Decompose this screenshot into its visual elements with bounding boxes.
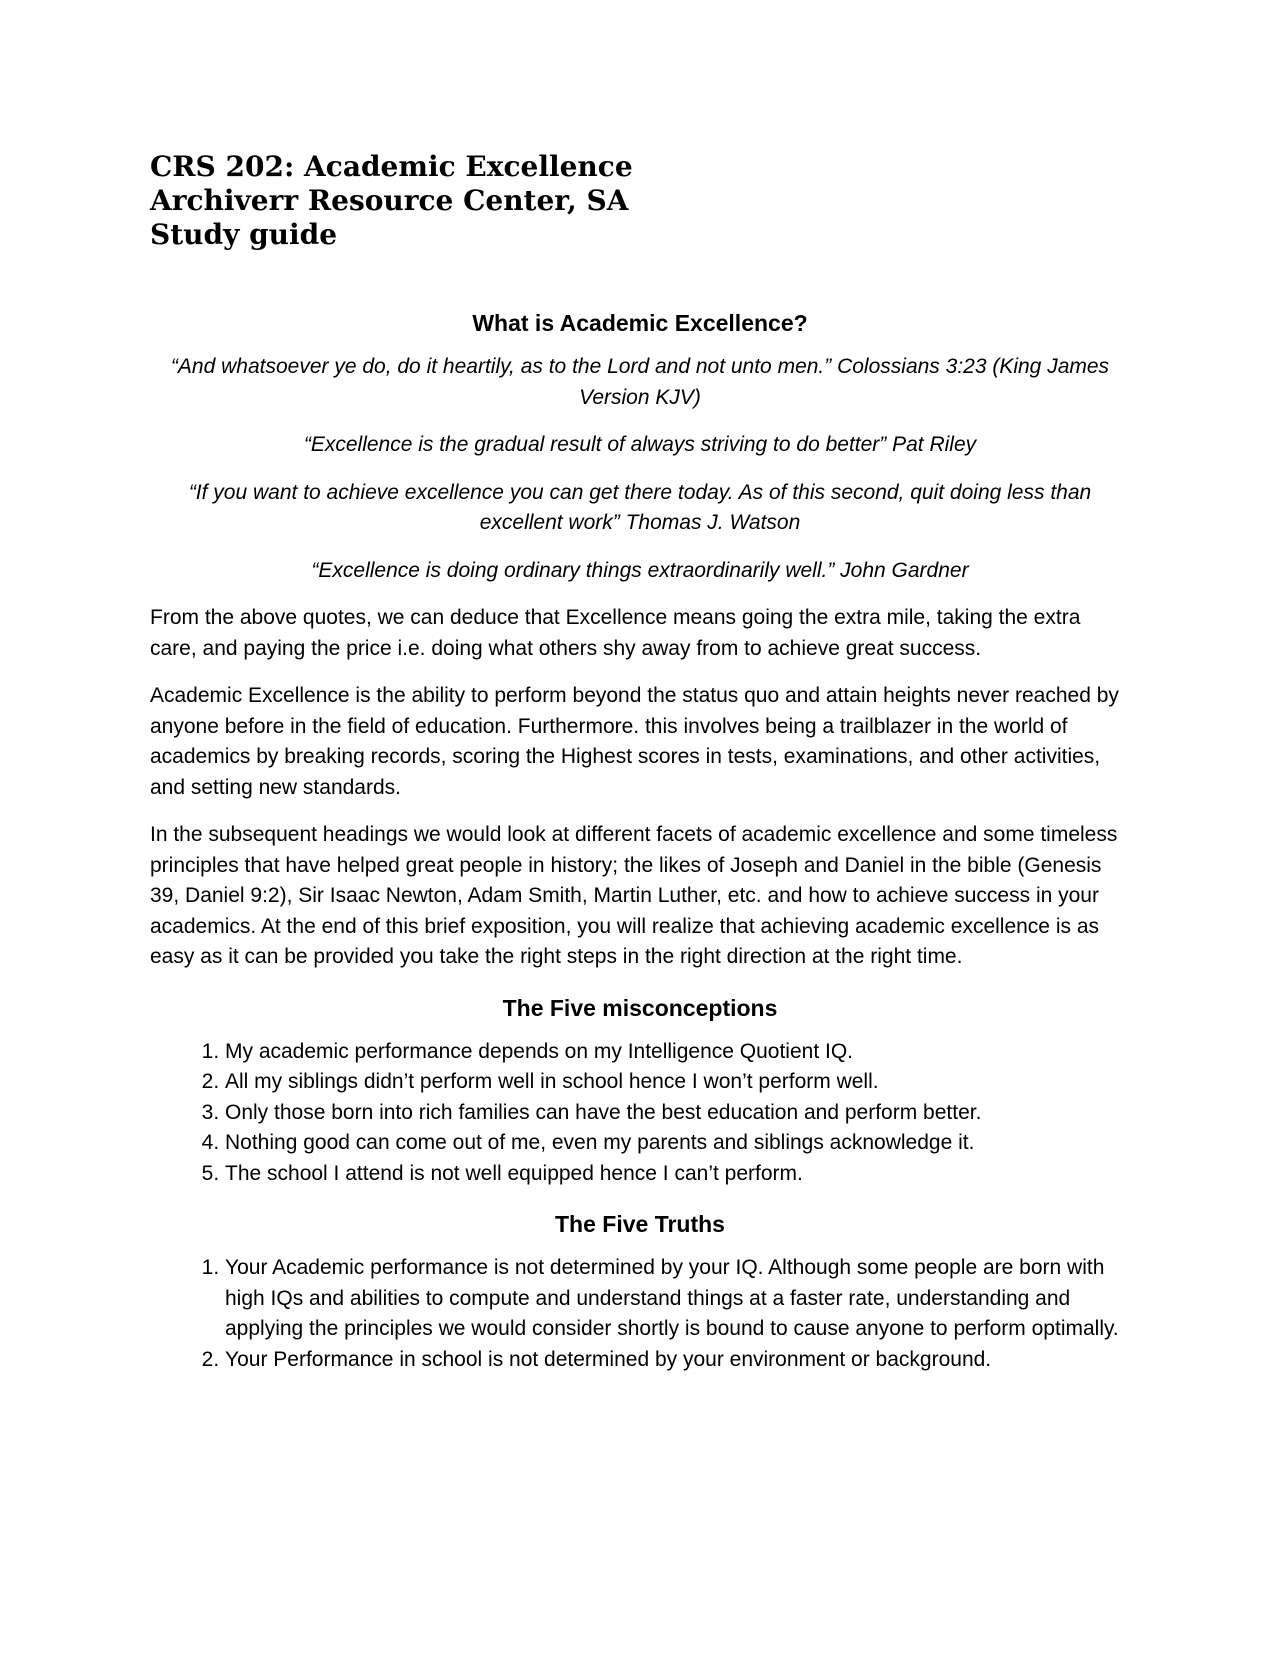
quote-colossians: “And whatsoever ye do, do it heartily, as to the Lord and not unto men.” Colossians 3:23 (King James Version KJV) (170, 355, 1110, 409)
course-title: CRS 202: Academic Excellence (150, 150, 633, 183)
quote-pat-riley: “Excellence is the gradual result of always striving to do better” Pat Riley (303, 433, 977, 456)
organization-name: Archiverr Resource Center, SA (150, 184, 629, 217)
list-item: 5. The school I attend is not well equipped hence I can’t perform. (225, 1159, 1130, 1190)
list-item: 1. My academic performance depends on my Intelligence Quotient IQ. (225, 1037, 1130, 1068)
section-heading-misconceptions: The Five misconceptions (502, 994, 778, 1021)
section-heading-truths: The Five Truths (555, 1211, 725, 1237)
section-heading-academic-excellence: What is Academic Excellence? (472, 310, 808, 336)
list-item: 2. All my siblings didn’t perform well in school hence I won’t perform well. (225, 1067, 1130, 1098)
quote-john-gardner: “Excellence is doing ordinary things extraordinarily well.” John Gardner (311, 558, 969, 582)
document-title-block (150, 150, 1130, 252)
list-item: 2. Your Performance in school is not determined by your environment or background. (225, 1345, 1130, 1376)
list-item: 4. Nothing good can come out of me, even my parents and siblings acknowledge it. (225, 1128, 1130, 1159)
misconceptions-list (150, 1037, 1130, 1190)
document-page (150, 150, 1130, 1375)
truths-list (150, 1253, 1130, 1375)
paragraph-subsequent-headings: In the subsequent headings we would look at different facets of academic excellence and some timeless principles that have helped great people in history; the likes of Joseph and Daniel in the bible (Genesis 39, Daniel 9:2), Sir Isaac Newton, Adam Smith, Martin Luther, etc. and how to achieve success in your academics. At the end of this brief exposition, you will realize that achieving academic excellence is as easy as it can be provided you take the right steps in the right direction at the right time. (150, 823, 1118, 968)
paragraph-excellence-meaning: From the above quotes, we can deduce that Excellence means going the extra mile, taking the extra care, and paying the price i.e. doing what others shy away from to achieve great success. (150, 606, 1081, 660)
list-item: 3. Only those born into rich families can have the best education and perform better. (225, 1098, 1130, 1129)
document-type: Study guide (150, 218, 338, 251)
quote-thomas-watson: “If you want to achieve excellence you can get there today. As of this second, quit doing less than excellent work” Thomas J. Watson (188, 480, 1092, 534)
list-item: 1. Your Academic performance is not determined by your IQ. Although some people are born with high IQs and abilities to compute and understand things at a faster rate, understanding and applying the principles we would consider shortly is bound to cause anyone to perform optimally. (225, 1253, 1130, 1345)
paragraph-academic-excellence-definition: Academic Excellence is the ability to perform beyond the status quo and attain heights never reached by anyone before in the field of education. Furthermore. this involves being a trailblazer in the world of academics by breaking records, scoring the Highest scores in tests, examinations, and other activities, and setting new standards. (150, 684, 1119, 799)
